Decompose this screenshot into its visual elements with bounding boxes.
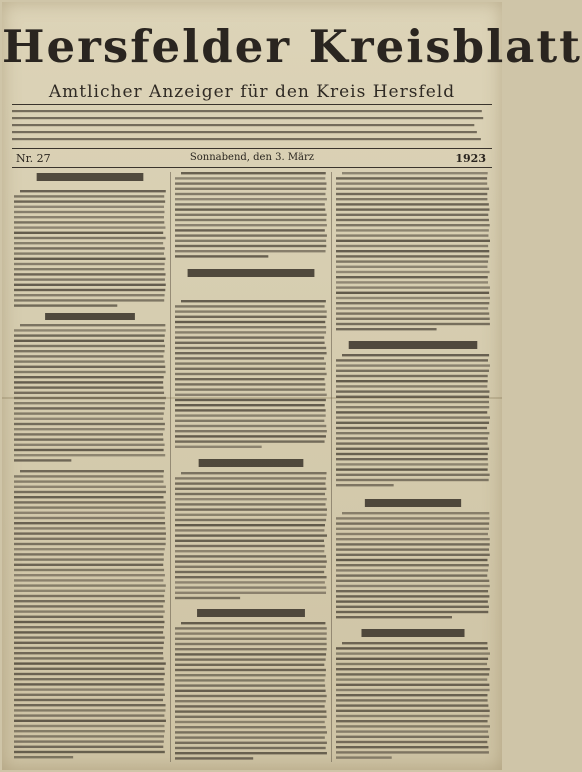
issue-date: Sonnabend, den 3. März [189,152,315,163]
article-column-left [14,172,166,764]
masthead-rule-top [12,104,492,105]
article-column-right [336,172,490,764]
masthead-title: Hersfelder Kreisblatt [2,20,582,73]
issue-number: Nr. 27 [16,152,51,165]
column-left-text [14,172,166,764]
article-column-middle [175,172,327,764]
column-middle-text [175,172,327,764]
masthead-subtitle: Amtlicher Anzeiger für den Kreis Hersfeld [48,82,456,102]
column-divider [170,172,171,762]
newspaper-page [2,2,582,770]
issue-year: 1923 [455,152,486,165]
column-right-text [336,172,490,764]
paper-fold [2,397,502,399]
masthead-rule-bottom [12,148,492,149]
masthead-fine-print [12,107,492,145]
dateline-rule [12,167,492,168]
column-divider [331,172,332,762]
